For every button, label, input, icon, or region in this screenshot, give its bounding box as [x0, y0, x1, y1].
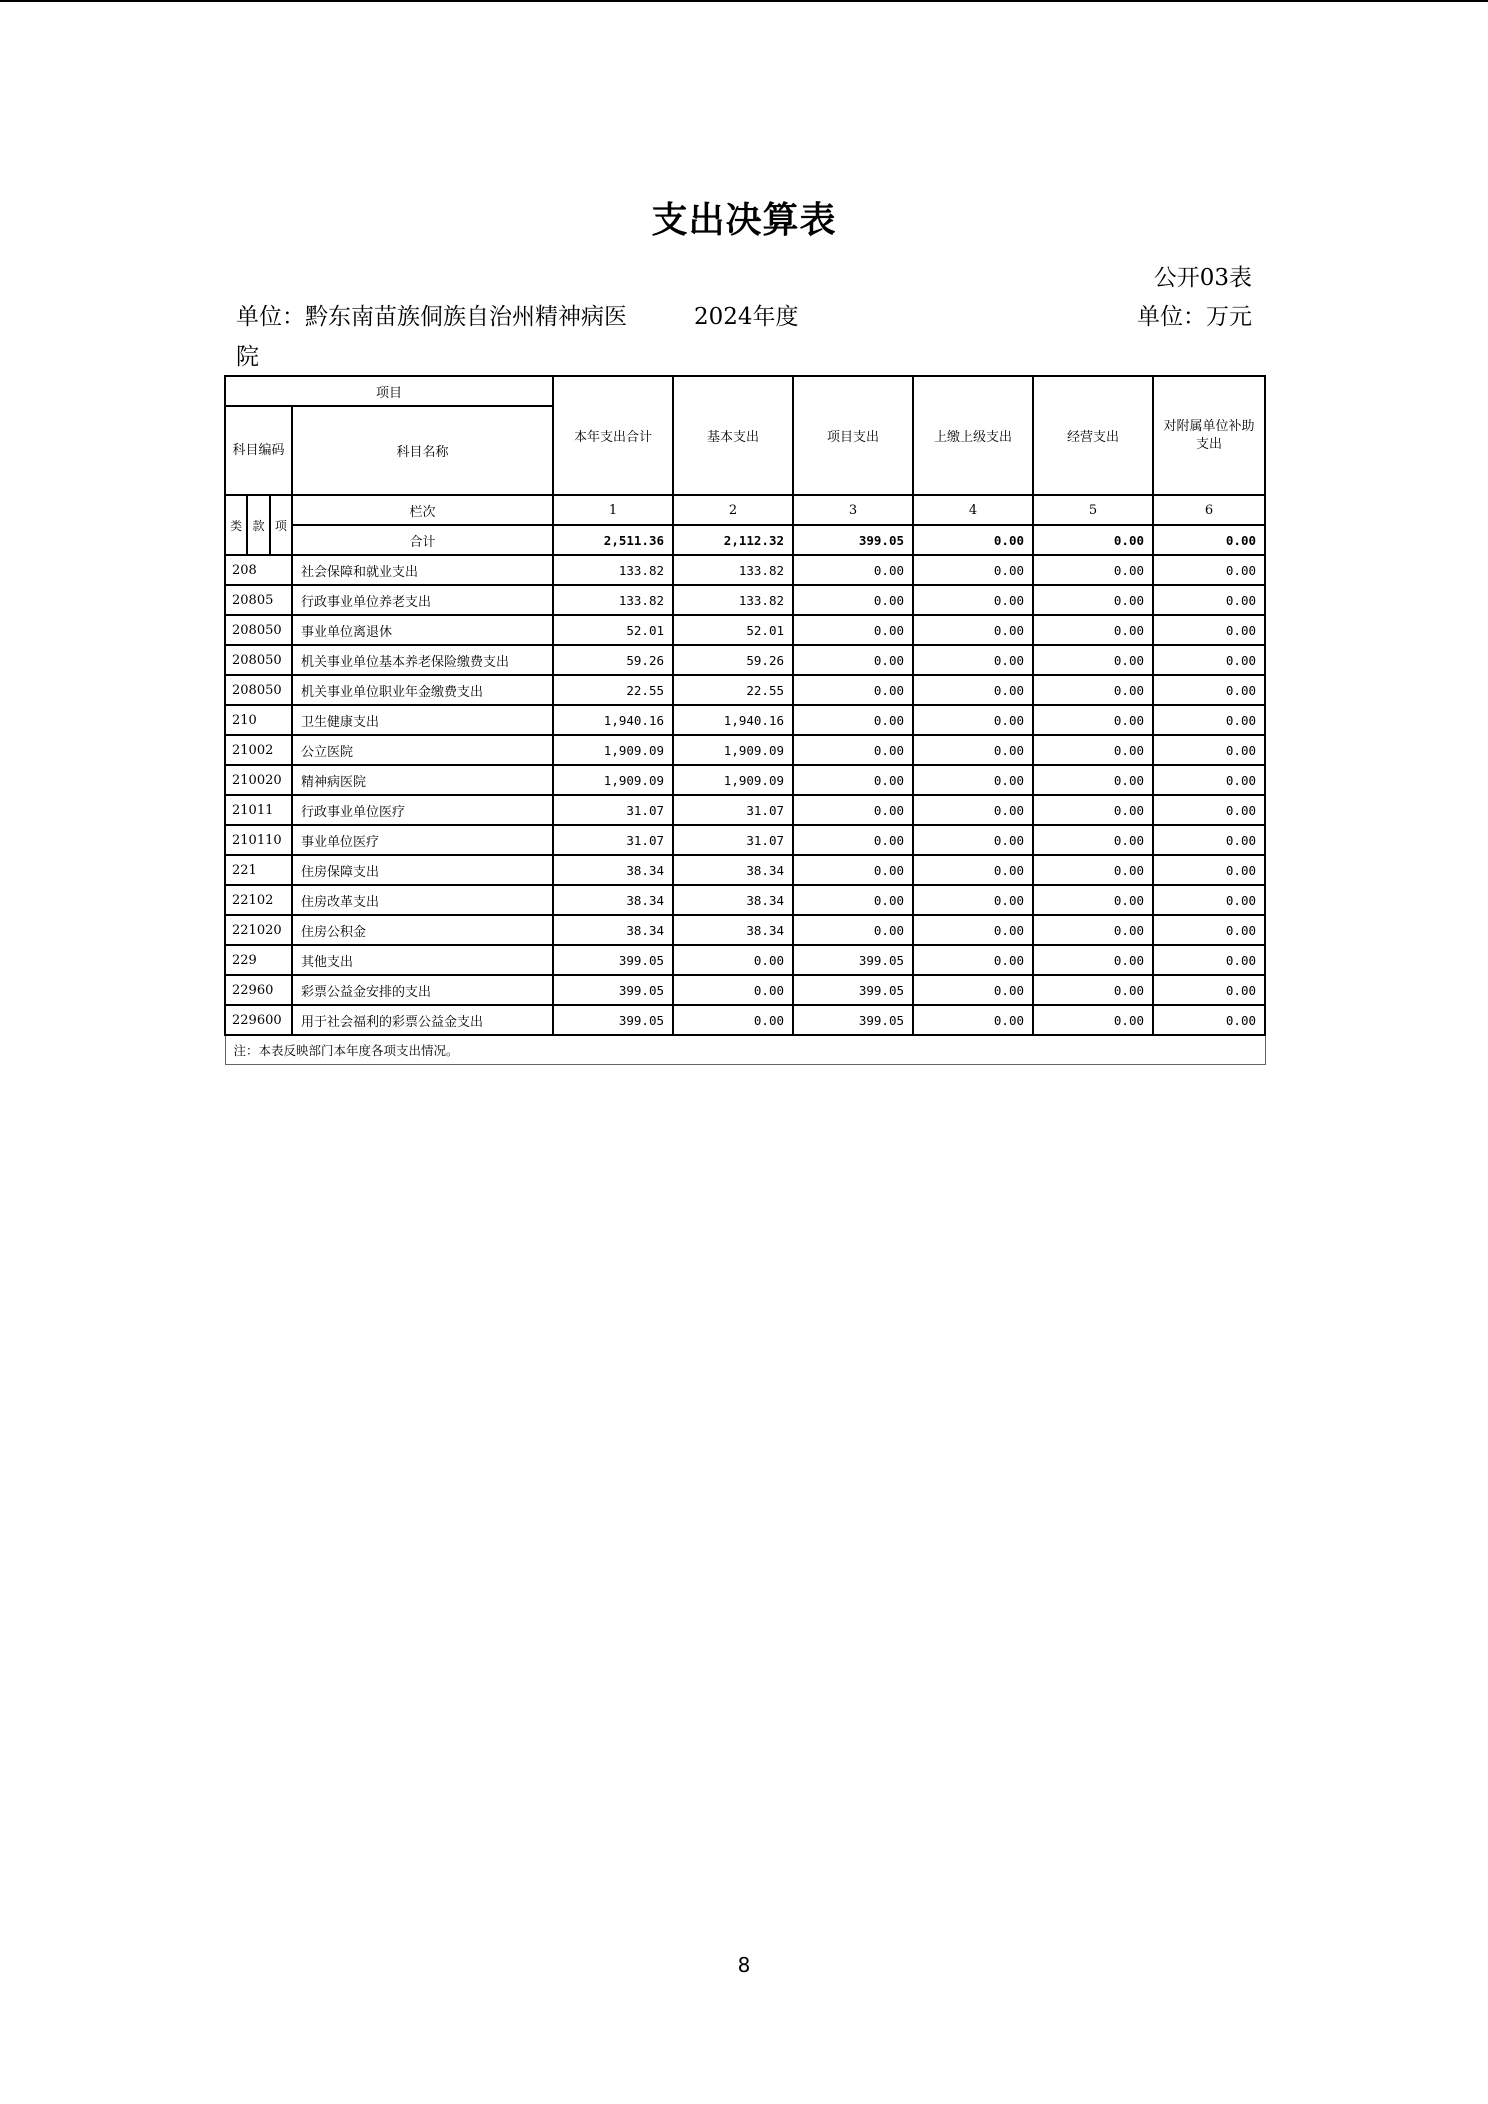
row-value: 0.00: [793, 825, 913, 855]
row-code: 20805: [225, 585, 292, 615]
row-value: 1,909.09: [673, 765, 793, 795]
row-value: 133.82: [673, 585, 793, 615]
row-value: 31.07: [673, 795, 793, 825]
row-value: 0.00: [793, 615, 913, 645]
row-code: 210020: [225, 765, 292, 795]
row-value: 399.05: [553, 975, 673, 1005]
row-value: 399.05: [793, 975, 913, 1005]
row-value: 0.00: [1033, 945, 1153, 975]
expenditure-table: [224, 375, 1266, 1065]
row-value: 0.00: [1033, 645, 1153, 675]
table-row: [225, 855, 1265, 885]
row-value: 0.00: [1153, 1005, 1265, 1035]
row-value: 0.00: [793, 855, 913, 885]
row-value: 0.00: [913, 975, 1033, 1005]
row-code: 208050: [225, 615, 292, 645]
row-value: 0.00: [913, 825, 1033, 855]
row-value: 399.05: [793, 1005, 913, 1035]
row-value: 133.82: [553, 555, 673, 585]
col-num-6: 6: [1153, 495, 1265, 525]
row-name: 行政事业单位养老支出: [292, 585, 553, 615]
row-name: 用于社会福利的彩票公益金支出: [292, 1005, 553, 1035]
row-value: 0.00: [1153, 885, 1265, 915]
row-value: 52.01: [553, 615, 673, 645]
row-value: 0.00: [1033, 825, 1153, 855]
page-number: 8: [737, 1953, 751, 1977]
row-value: 0.00: [1033, 585, 1153, 615]
table-note: 注：本表反映部门本年度各项支出情况。: [225, 1035, 1265, 1065]
code-subdivision: [225, 495, 292, 555]
row-value: 0.00: [913, 915, 1033, 945]
row-value: 1,940.16: [673, 705, 793, 735]
note-row: [225, 1035, 1265, 1065]
col-header-remit: 上缴上级支出: [913, 376, 1033, 495]
row-value: 0.00: [913, 585, 1033, 615]
table-row: [225, 975, 1265, 1005]
row-value: 0.00: [1033, 735, 1153, 765]
row-name: 彩票公益金安排的支出: [292, 975, 553, 1005]
row-name: 事业单位离退休: [292, 615, 553, 645]
col-header-total: 本年支出合计: [553, 376, 673, 495]
row-value: 0.00: [793, 765, 913, 795]
row-value: 0.00: [1153, 765, 1265, 795]
row-value: 38.34: [673, 855, 793, 885]
row-name: 机关事业单位职业年金缴费支出: [292, 675, 553, 705]
row-value: 59.26: [673, 645, 793, 675]
row-value: 133.82: [553, 585, 673, 615]
total-value: 0.00: [1153, 525, 1265, 555]
table-row: [225, 675, 1265, 705]
row-value: 0.00: [1033, 975, 1153, 1005]
row-value: 31.07: [553, 825, 673, 855]
row-code: 210: [225, 705, 292, 735]
total-value: 2,511.36: [553, 525, 673, 555]
total-value: 399.05: [793, 525, 913, 555]
row-value: 0.00: [793, 705, 913, 735]
row-value: 0.00: [913, 885, 1033, 915]
row-value: 0.00: [1033, 915, 1153, 945]
header-project: 项目: [225, 376, 553, 406]
row-value: 1,909.09: [673, 735, 793, 765]
row-value: 0.00: [913, 1005, 1033, 1035]
row-value: 0.00: [793, 645, 913, 675]
row-value: 0.00: [913, 795, 1033, 825]
row-value: 0.00: [913, 555, 1033, 585]
total-row: [225, 525, 1265, 555]
row-code: 22960: [225, 975, 292, 1005]
col-header-project: 项目支出: [793, 376, 913, 495]
form-number: 公开03表: [1153, 265, 1252, 291]
row-name: 事业单位医疗: [292, 825, 553, 855]
row-value: 0.00: [913, 945, 1033, 975]
row-value: 0.00: [1153, 675, 1265, 705]
row-value: 52.01: [673, 615, 793, 645]
row-code: 208050: [225, 675, 292, 705]
row-value: 0.00: [913, 855, 1033, 885]
col-header-business: 经营支出: [1033, 376, 1153, 495]
row-value: 0.00: [793, 675, 913, 705]
row-value: 0.00: [1033, 795, 1153, 825]
table-body: [225, 376, 1265, 1065]
row-value: 0.00: [913, 735, 1033, 765]
row-code: 221: [225, 855, 292, 885]
row-value: 0.00: [793, 735, 913, 765]
currency-unit: 单位：万元: [1137, 304, 1252, 330]
row-value: 0.00: [793, 555, 913, 585]
row-code: 210110: [225, 825, 292, 855]
col-num-5: 5: [1033, 495, 1153, 525]
total-value: 2,112.32: [673, 525, 793, 555]
row-value: 0.00: [1033, 1005, 1153, 1035]
page-title: 支出决算表: [651, 200, 837, 241]
table-row: [225, 945, 1265, 975]
row-value: 0.00: [1153, 975, 1265, 1005]
row-value: 31.07: [553, 795, 673, 825]
header-kuan: 款: [246, 496, 268, 554]
row-value: 0.00: [1153, 705, 1265, 735]
row-value: 38.34: [673, 885, 793, 915]
row-value: 59.26: [553, 645, 673, 675]
row-value: 0.00: [1153, 795, 1265, 825]
col-num-4: 4: [913, 495, 1033, 525]
row-value: 1,940.16: [553, 705, 673, 735]
row-name: 住房公积金: [292, 915, 553, 945]
row-value: 0.00: [1153, 645, 1265, 675]
row-name: 住房改革支出: [292, 885, 553, 915]
reporting-unit: 单位：黔东南苗族侗族自治州精神病医院: [236, 304, 627, 370]
row-value: 0.00: [1033, 765, 1153, 795]
row-value: 1,909.09: [553, 735, 673, 765]
header-lei: 类: [230, 518, 243, 533]
row-value: 0.00: [673, 945, 793, 975]
row-value: 0.00: [1033, 675, 1153, 705]
col-num-3: 3: [793, 495, 913, 525]
col-header-basic: 基本支出: [673, 376, 793, 495]
total-value: 0.00: [913, 525, 1033, 555]
header-xiang: 项: [269, 496, 291, 554]
col-num-1: 1: [553, 495, 673, 525]
table-row: [225, 705, 1265, 735]
row-code: 229: [225, 945, 292, 975]
header-name: 科目名称: [292, 406, 553, 495]
table-row: [225, 615, 1265, 645]
row-value: 399.05: [553, 1005, 673, 1035]
row-value: 133.82: [673, 555, 793, 585]
row-code: 21002: [225, 735, 292, 765]
header-lanci: 栏次: [292, 495, 553, 525]
row-name: 公立医院: [292, 735, 553, 765]
table-row: [225, 795, 1265, 825]
row-value: 399.05: [793, 945, 913, 975]
row-value: 1,909.09: [553, 765, 673, 795]
row-value: 38.34: [553, 915, 673, 945]
row-value: 0.00: [1153, 735, 1265, 765]
row-value: 38.34: [553, 885, 673, 915]
row-name: 行政事业单位医疗: [292, 795, 553, 825]
row-name: 卫生健康支出: [292, 705, 553, 735]
header-row-1: [225, 376, 1265, 406]
row-value: 0.00: [913, 615, 1033, 645]
row-value: 0.00: [1153, 945, 1265, 975]
table-row: [225, 915, 1265, 945]
table-row: [225, 645, 1265, 675]
fiscal-year: 2024年度: [694, 304, 799, 330]
row-value: 22.55: [553, 675, 673, 705]
row-value: 0.00: [1153, 855, 1265, 885]
row-value: 0.00: [913, 675, 1033, 705]
row-value: 0.00: [1153, 615, 1265, 645]
row-value: 22.55: [673, 675, 793, 705]
row-value: 0.00: [1153, 555, 1265, 585]
table-row: [225, 1005, 1265, 1035]
row-code: 208050: [225, 645, 292, 675]
row-value: 0.00: [1033, 615, 1153, 645]
top-border-line: [0, 0, 1488, 2]
row-value: 0.00: [913, 765, 1033, 795]
table-row: [225, 825, 1265, 855]
row-value: 0.00: [673, 1005, 793, 1035]
header-code: 科目编码: [225, 406, 292, 495]
row-value: 38.34: [553, 855, 673, 885]
row-code: 21011: [225, 795, 292, 825]
table-row: [225, 885, 1265, 915]
row-value: 0.00: [1033, 705, 1153, 735]
total-value: 0.00: [1033, 525, 1153, 555]
row-value: 0.00: [673, 975, 793, 1005]
row-value: 0.00: [913, 645, 1033, 675]
row-code: 229600: [225, 1005, 292, 1035]
row-value: 0.00: [793, 795, 913, 825]
row-value: 31.07: [673, 825, 793, 855]
col-header-subsidy: 对附属单位补助支出: [1153, 376, 1265, 495]
col-num-2: 2: [673, 495, 793, 525]
row-name: 社会保障和就业支出: [292, 555, 553, 585]
table-row: [225, 555, 1265, 585]
row-value: 0.00: [1153, 915, 1265, 945]
row-value: 0.00: [1033, 885, 1153, 915]
row-value: 0.00: [913, 705, 1033, 735]
row-value: 0.00: [1153, 825, 1265, 855]
row-code: 22102: [225, 885, 292, 915]
row-value: 38.34: [673, 915, 793, 945]
row-name: 住房保障支出: [292, 855, 553, 885]
row-name: 机关事业单位基本养老保险缴费支出: [292, 645, 553, 675]
row-value: 0.00: [1153, 585, 1265, 615]
table-row: [225, 765, 1265, 795]
row-name: 其他支出: [292, 945, 553, 975]
row-value: 0.00: [1033, 555, 1153, 585]
row-code: 208: [225, 555, 292, 585]
row-name: 精神病医院: [292, 765, 553, 795]
column-number-row: [225, 495, 1265, 525]
row-value: 0.00: [1033, 855, 1153, 885]
row-value: 0.00: [793, 885, 913, 915]
total-label: 合计: [292, 525, 553, 555]
row-code: 221020: [225, 915, 292, 945]
table-row: [225, 735, 1265, 765]
row-value: 0.00: [793, 585, 913, 615]
row-value: 399.05: [553, 945, 673, 975]
row-value: 0.00: [793, 915, 913, 945]
table-row: [225, 585, 1265, 615]
